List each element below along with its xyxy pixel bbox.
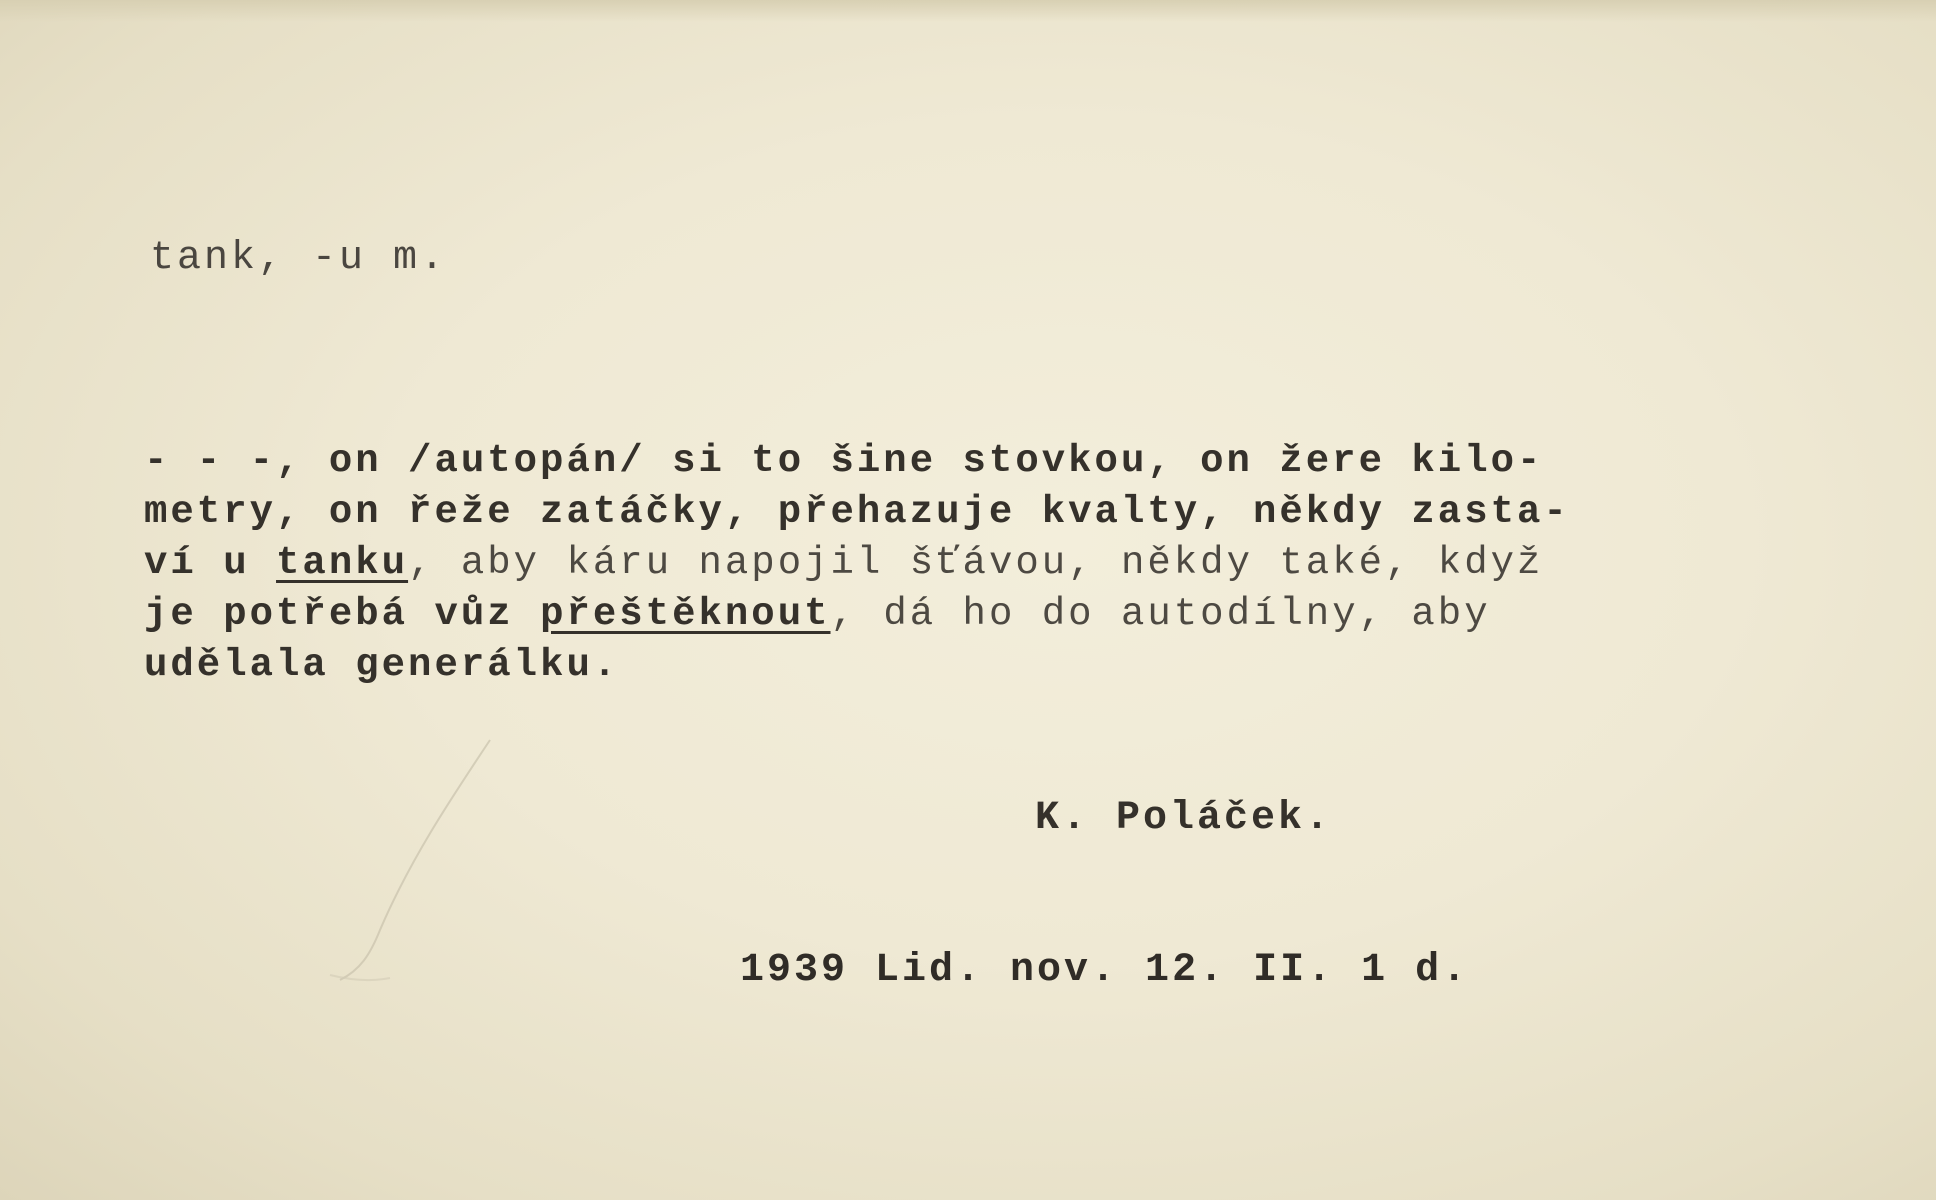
citation-text-segment: ví u	[144, 541, 277, 585]
citation-line-1	[144, 436, 1764, 487]
citation-dashes: - - -,	[144, 439, 329, 483]
citation-line-5	[144, 640, 1764, 691]
citation-line-3	[144, 538, 1764, 589]
source-reference: 1939 Lid. nov. 12. II. 1 d.	[740, 948, 1470, 993]
card-top-edge	[0, 0, 1936, 22]
citation-line-2	[144, 487, 1764, 538]
citation-line-4	[144, 589, 1764, 640]
underlined-word-presteknout: přeštěknout	[540, 592, 831, 636]
underlined-word-tanku: tanku	[276, 541, 409, 585]
author-name: K. Poláček.	[1035, 796, 1333, 841]
citation-text-segment: metry, on řeže zatáčky, přehazuje kvalty, někdy zasta-	[144, 490, 1570, 534]
citation-text	[144, 436, 1764, 691]
citation-text-segment: je potřebá vůz	[144, 592, 541, 636]
headword: tank, -u m.	[150, 236, 448, 281]
citation-text-segment: on /autopán/ si to šine stovkou, on žere kilo-	[328, 439, 1544, 483]
citation-text-segment: , dá ho do autodílny, aby	[830, 592, 1491, 636]
citation-text-segment: udělala generálku.	[144, 643, 620, 687]
pencil-stroke	[300, 730, 540, 990]
citation-text-segment: , aby káru napojil šťávou, někdy také, když	[408, 541, 1544, 585]
